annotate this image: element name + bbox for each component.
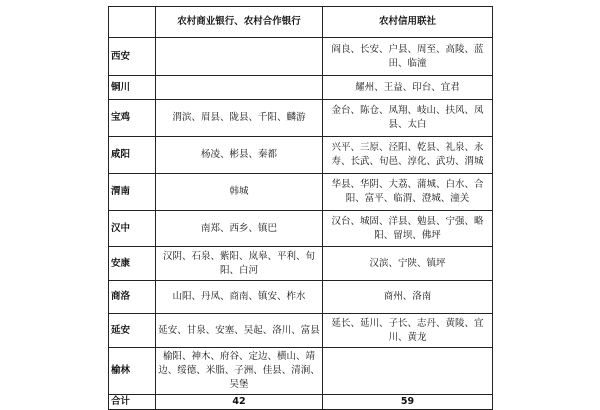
credit-union-cell: 金台、陈仓、凤翔、岐山、扶风、凤县、太白	[323, 100, 493, 137]
table-row	[109, 137, 493, 174]
credit-union-cell: 耀州、王益、印台、宜君	[323, 76, 493, 100]
total-label: 合计	[109, 395, 156, 410]
city-cell: 西安	[109, 38, 156, 76]
table-row	[109, 100, 493, 137]
city-cell: 汉中	[109, 211, 156, 247]
table-row	[109, 38, 493, 76]
city-cell: 延安	[109, 314, 156, 348]
table-row	[109, 211, 493, 247]
table-row	[109, 174, 493, 211]
credit-union-cell: 汉滨、宁陕、镇坪	[323, 247, 493, 281]
commercial-bank-cell: 山阳、丹凤、商南、镇安、柞水	[156, 281, 323, 314]
table-row	[109, 314, 493, 348]
credit-union-cell: 阎良、长安、户县、周至、高陵、蓝田、临潼	[323, 38, 493, 76]
total-row	[109, 395, 493, 410]
total-credit-unions: 59	[323, 395, 493, 410]
commercial-bank-cell: 渭滨、眉县、陇县、千阳、麟游	[156, 100, 323, 137]
header-corner	[109, 7, 156, 38]
table-row	[109, 348, 493, 395]
commercial-bank-cell: 榆阳、神木、府谷、定边、横山、靖边、绥德、米脂、子洲、佳县、清涧、吴堡	[156, 348, 323, 395]
credit-union-cell: 兴平、三原、泾阳、乾县、礼泉、永寿、长武、旬邑、淳化、武功、渭城	[323, 137, 493, 174]
commercial-bank-cell: 延安、甘泉、安塞、吴起、洛川、富县	[156, 314, 323, 348]
header-rural-credit-unions: 农村信用联社	[323, 7, 493, 38]
credit-union-cell: 商州、洛南	[323, 281, 493, 314]
commercial-bank-cell	[156, 76, 323, 100]
credit-union-cell	[323, 348, 493, 395]
credit-union-cell: 汉台、城固、洋县、勉县、宁强、略阳、留坝、佛坪	[323, 211, 493, 247]
city-cell: 铜川	[109, 76, 156, 100]
city-cell: 咸阳	[109, 137, 156, 174]
table-row	[109, 247, 493, 281]
commercial-bank-cell: 杨凌、彬县、秦都	[156, 137, 323, 174]
bank-distribution-table	[108, 6, 493, 410]
commercial-bank-cell: 汉阴、石泉、紫阳、岚皋、平利、旬阳、白河	[156, 247, 323, 281]
city-cell: 商洛	[109, 281, 156, 314]
credit-union-cell: 延长、延川、子长、志丹、黄陵、宜川、黄龙	[323, 314, 493, 348]
city-cell: 榆林	[109, 348, 156, 395]
city-cell: 安康	[109, 247, 156, 281]
commercial-bank-cell: 韩城	[156, 174, 323, 211]
table-row	[109, 281, 493, 314]
commercial-bank-cell	[156, 38, 323, 76]
commercial-bank-cell: 南郑、西乡、镇巴	[156, 211, 323, 247]
header-row	[109, 7, 493, 38]
city-cell: 渭南	[109, 174, 156, 211]
table-row	[109, 76, 493, 100]
total-commercial-banks: 42	[156, 395, 323, 410]
credit-union-cell: 华县、华阴、大荔、蒲城、白水、合阳、富平、临渭、澄城、潼关	[323, 174, 493, 211]
header-rural-commercial-banks: 农村商业银行、农村合作银行	[156, 7, 323, 38]
city-cell: 宝鸡	[109, 100, 156, 137]
